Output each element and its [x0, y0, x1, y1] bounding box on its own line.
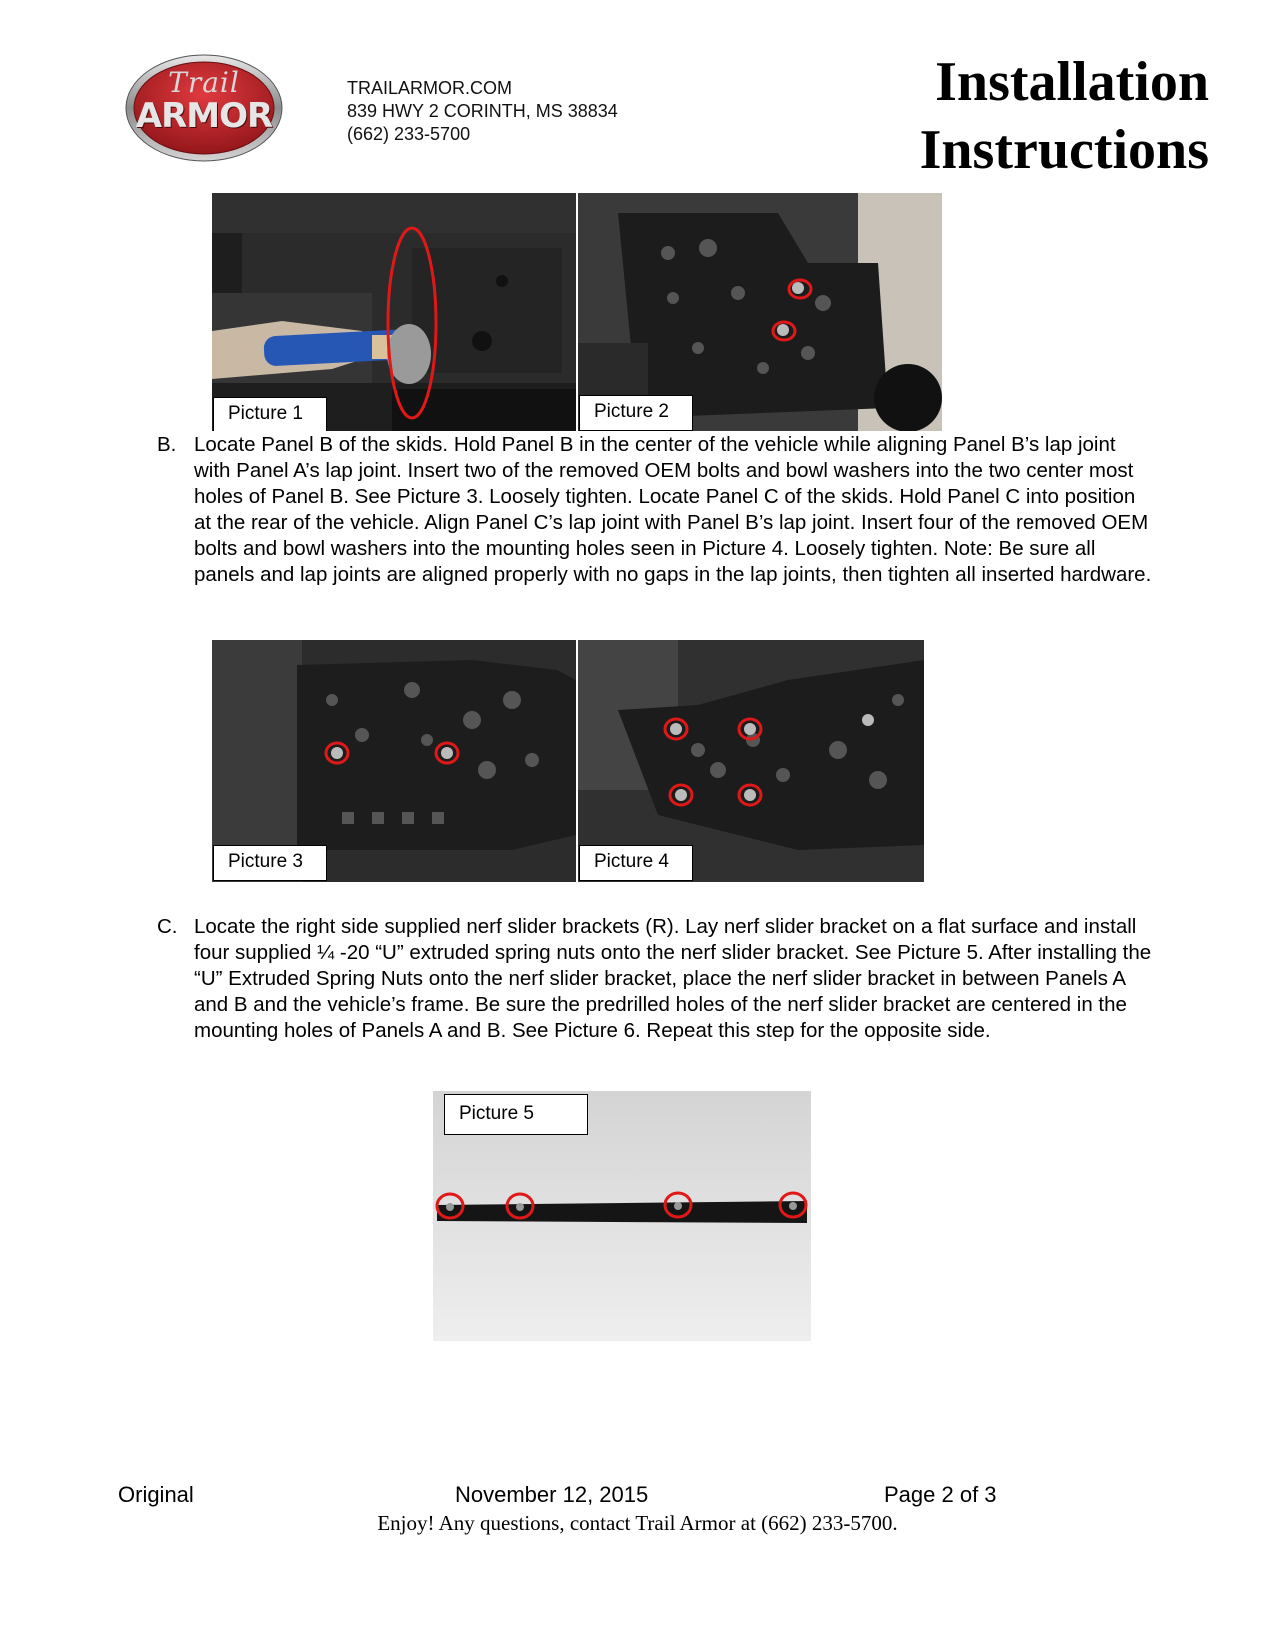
picture-5-photo	[433, 1091, 811, 1341]
company-address: 839 HWY 2 CORINTH, MS 38834	[347, 101, 618, 121]
logo-script-text: Trail	[168, 66, 240, 99]
picture-1-photo	[212, 193, 576, 431]
document-title: Installation Instructions	[919, 51, 1209, 181]
picture-5-label: Picture 5	[444, 1094, 588, 1135]
picture-4-label: Picture 4	[579, 845, 693, 881]
footer-contact-note: Enjoy! Any questions, contact Trail Armor at (662) 233-5700.	[377, 1511, 898, 1535]
trail-armor-logo	[124, 52, 284, 164]
footer-page-number: Page 2 of 3	[884, 1482, 997, 1507]
company-website: TRAILARMOR.COM	[347, 78, 513, 98]
step-c-letter: C.	[157, 915, 178, 938]
picture-3-photo	[212, 640, 576, 882]
picture-2-label: Picture 2	[579, 395, 693, 431]
step-b	[157, 432, 1157, 588]
step-b-text: Locate Panel B of the skids. Hold Panel B in the center of the vehicle while aligning Panel B’s lap joint with Panel A’s lap joint. Insert two of the removed OEM bolts and bowl washers into the two center most holes of Panel B. See Picture 3. Loosely tighten. Locate Panel C of the skids. Hold Panel C into position at the rear of the vehicle. Align Panel C’s lap joint with Panel B’s lap joint. Insert four of the removed OEM bolts and bowl washers into the mounting holes seen in Picture 4. Loosely tighten. Note: Be sure all panels and lap joints are aligned properly with no gaps in the lap joints, then tighten all inserted hardware.	[194, 433, 1152, 586]
step-c	[157, 914, 1157, 1044]
picture-3-label: Picture 3	[213, 845, 327, 881]
picture-4-photo	[578, 640, 924, 882]
step-c-text: Locate the right side supplied nerf slider brackets (R). Lay nerf slider bracket on a flat surface and install four supplied ¼ -20 “U” extruded spring nuts onto the nerf slider bracket. See Picture 5. After installing the “U” Extruded Spring Nuts onto the nerf slider bracket, place the nerf slider bracket in between Panels A and B and the vehicle’s frame. Be sure the predrilled holes of the nerf slider bracket are centered in the mounting holes of Panels A and B. See Picture 6. Repeat this step for the opposite side.	[194, 915, 1152, 1042]
step-b-letter: B.	[157, 433, 177, 456]
picture-1-label: Picture 1	[213, 397, 327, 431]
picture-2-photo	[578, 193, 942, 431]
footer-date: November 12, 2015	[455, 1482, 649, 1507]
company-contact	[347, 77, 618, 146]
footer-original: Original	[118, 1482, 194, 1507]
company-phone: (662) 233-5700	[347, 124, 471, 144]
logo-block-text: ARMOR	[135, 96, 273, 136]
